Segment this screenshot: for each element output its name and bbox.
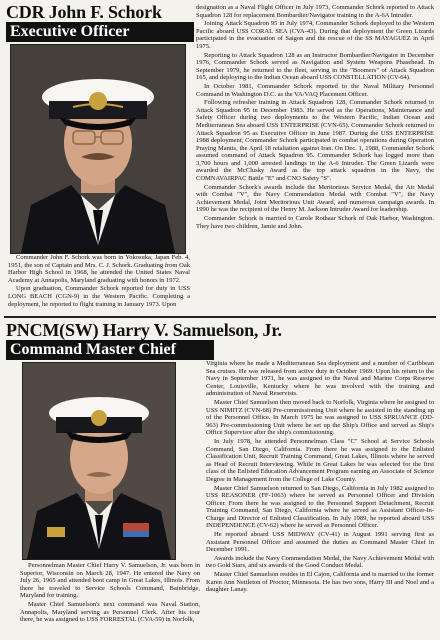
samuelson-name-heading: PNCM(SW) Harry V. Samuelson, Jr. (6, 320, 282, 340)
schork-caption-paragraph: Commander John F. Schork was born in Yokosuka, Japan Feb. 4, 1951, the son of Captain and Mrs. C. J. Schork. Graduating from Oak Harbor High School in 1968, he attended the United States Naval Academy at Annapolis, Maryland graduating with honors in 1972. (8, 254, 190, 284)
samuelson-biography-text (206, 360, 434, 595)
schork-photo-caption (8, 254, 190, 309)
schork-body-paragraph: Following refresher training in Attack Squadron 128, Commander Schork returned to Attack Squadron 95 in December 1983. He served as the Operations, Maintenance and Safety Officer during two deployments to the Western Pacific, Indian Ocean and Mediterranean Sea aboard USS ENTERPRISE (CVN-65). Commander Schork returned to Attack Squadron 95 as Executive Officer in June 1987. During the USS ENTERPRISE 1988 deployment, Commander Schork participated in combat operations during Operation Praying Mantis, the April 18 retaliation against Iran. On Dec. 1, 1988, Commander Schork assumed command of Attack Squadron 95. Commander Schork has logged more than 3,700 hours and 1,000 arrested landings in the A-6 Intruder. The Green Lizards were awarded the McClusky Award as the top attack squadron in the Navy, the COMNAVAIRPAC Battle "E" and CNO Safety "S". (196, 99, 434, 183)
schork-body-paragraph: Commander Schork's awards include the Meritorious Service Medal, the Air Medal with Combat "V", the Navy Commendation Medal with Combat "V", the Navy Achievement Medal, Joint Meritorious Unit Award, and numerous campaign awards. In 1990 he was the recipient of the Henry M. Jackson Intruder Award for leadership. (196, 183, 434, 214)
samuelson-portrait-photo (22, 362, 176, 560)
samuelson-photo-caption (20, 562, 200, 625)
samuelson-body-paragraph: Awards include the Navy Commendation Medal, the Navy Achievement Medal with two Gold Stars, and six awards of the Good Conduct Medal. (206, 554, 434, 570)
samuelson-title-banner: Command Master Chief (6, 340, 214, 360)
schork-body-paragraph: In October 1981, Commander Schork reported to the Naval Military Personnel Command in Washington D.C. as the VA/VAQ Placement Officer. (196, 82, 434, 98)
samuelson-caption-paragraph: Personnelman Master Chief Harry V. Samuelson, Jr. was born in Superior, Wisconsin on March 28, 1947. He entered the Navy on July 26, 1965 and attended boot camp in Great Lakes, Illinois. From there he traveled to Service Schools Command, Bainbridge, Maryland for training. (20, 562, 200, 600)
samuelson-body-paragraph: He reported aboard USS MIDWAY (CV-41) in August 1991 serving first as Assistant Personnel Officer and assumed the duties as Command Master Chief in December 1991. (206, 531, 434, 554)
schork-portrait-illustration (11, 45, 185, 253)
samuelson-portrait-illustration (23, 363, 175, 559)
schork-caption-paragraph: Upon graduation, Commander Schork reported for duty in USS LONG BEACH (CGN-9) in the Western Pacific. Completing a deployment, he reported to flight training in January 1973. Upon (8, 285, 190, 308)
samuelson-body-paragraph: Master Chief Samuelson returned to San Diego, California in July 1982 assigned to USS REASONER (FF-1063) where he served as Personnel Officer and Division Officer. From there he was assigned to the Personnel Support Detachment, Recruit Training Command, San Diego, California where he served as Assistant Officer-In-Charge and Director of Enlisted Classification. In July 1989, he reported aboard USS INDEPENDENCE (CV-62) where he served as Personnel Officer. (206, 484, 434, 530)
samuelson-caption-paragraph: Master Chief Samuelson's next command was Naval Station, Annapolis, Maryland serving as Personnel Clerk. After his tour there, he was assigned to USS FORRESTAL (CVA-59) in Norfolk, (20, 600, 200, 624)
schork-name-heading: CDR John F. Schork (6, 2, 162, 22)
schork-body-paragraph: designation as a Naval Flight Officer in July 1973, Commander Schork reported to Attack Squadron 128 for replacement Bombardier/Navigator training in the A-6A Intruder. (196, 4, 434, 19)
samuelson-body-paragraph: In July 1978, he attended Personnelman Class "C" School at Service Schools Command, San Diego, California. From there he was assigned to the Enlisted Classification Unit, Recruit Training Command, Great Lakes, Illinois where he served as Head of Recruit Interviewing. While in Great Lakes he was selected for the first class of the Enlisted Education Advancement Program earning an Associate of Science Degree in Management from the College of Lake County. (206, 437, 434, 483)
samuelson-body-paragraph: Virginia where he made a Mediterranean Sea deployment and a number of Caribbean Sea cruises. He was released from active duty in October 1969. Upon his return to the Navy in September 1971, he was assigned to the Naval and Marine Corps Reserve Center, Louisville, Kentucky where he was involved with the training and administration of Naval Reservists. (206, 360, 434, 398)
schork-body-paragraph: Joining Attack Squadron 95 in July 1974, Commander Schork deployed to the Western Pacific aboard USS CORAL SEA (CVA-43). During that deployment the Green Lizards participated in the evacuation of Saigon and the rescue of the SS MAYAGUEZ in April 1975. (196, 20, 434, 50)
section-divider (4, 316, 436, 318)
schork-title-banner: Executive Officer (6, 22, 194, 42)
schork-body-paragraph: Commander Schork is married to Carole Rothaar Schork of Oak Harbor, Washington. They have two children, Jamie and John. (196, 215, 434, 230)
samuelson-body-paragraph: Master Chief Samuelson resides in El Cajon, California and is married to the former Karen Ann Nettleton of Proctor, Minnesota. He has two sons, Harry III and Noel and a daughter Lanay. (206, 571, 434, 594)
schork-body-paragraph: Reporting to Attack Squadron 128 as an Instructor Bombardier/Navigator in December 1976, Commander Schork served as Navigation and System Weapons Phasehead. In September 1979, he returned to the fleet, serving in the "Boomers" of Attack Squadron 165, and deploying to the Indian Ocean aboard USS CONSTELLATION (CV-64). (196, 51, 434, 82)
schork-biography-text (196, 4, 434, 231)
samuelson-body-paragraph: Master Chief Samuelson then moved back to Norfolk, Virginia where he assigned to USS NIMITZ (CVN-68) Pre-commissioning Unit where he assisted in the standing up of the Personnel Office. In March 1975 he was assigned to USS SPRUANCE (DD-963) Pre-commissioning Unit where he set up the Ship's Office and served as Ship's Office Supervisor after the ship's commissioning. (206, 398, 434, 437)
schork-portrait-photo (10, 44, 186, 254)
